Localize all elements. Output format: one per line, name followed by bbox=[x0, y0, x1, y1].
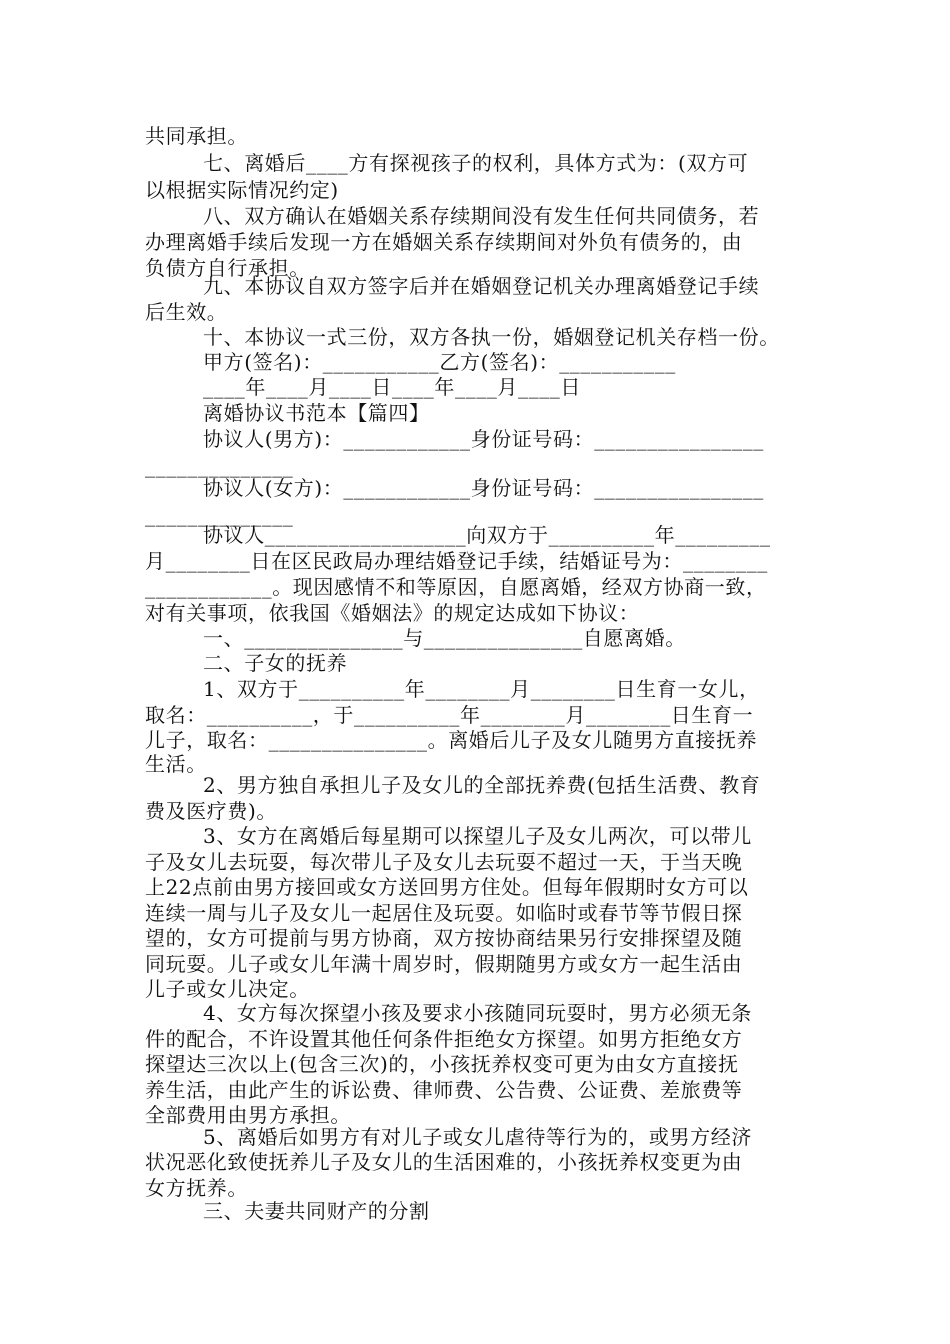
section-heading: 三、夫妻共同财产的分割 bbox=[203, 1199, 430, 1223]
text-line: 全部费用由男方承担。 bbox=[145, 1103, 351, 1127]
text-line: 望的，女方可提前与男方协商，双方按协商结果另行安排探望及随 bbox=[145, 926, 743, 950]
text-line: 十、本协议一式三份，双方各执一份，婚姻登记机关存档一份。 bbox=[203, 325, 780, 349]
text-line: 状况恶化致使抚养儿子及女儿的生活困难的，小孩抚养权变更为由 bbox=[145, 1150, 743, 1174]
text-line: 1、双方于__________年________月________日生育一女儿， bbox=[203, 677, 760, 701]
text-line: 九、本协议自双方签字后并在婚姻登记机关办理离婚登记手续 bbox=[203, 274, 760, 298]
text-line: 月________日在区民政局办理结婚登记手续，结婚证号为：________ bbox=[145, 549, 768, 573]
text-line: 共同承担。 bbox=[145, 124, 248, 148]
text-line: ____________。现因感情不和等原因，自愿离婚，经双方协商一致， bbox=[145, 575, 767, 599]
text-line: 协议人(女方)：____________身份证号码：________________ bbox=[203, 476, 764, 500]
text-line: 二、子女的抚养 bbox=[203, 651, 348, 675]
text-line: 儿子或女儿决定。 bbox=[145, 977, 310, 1001]
text-line: 上22点前由男方接回或女方送回男方住处。但每年假期时女方可以 bbox=[145, 875, 749, 899]
text-line: 办理离婚手续后发现一方在婚姻关系存续期间对外负有债务的，由 bbox=[145, 230, 743, 254]
text-line: 女方抚养。 bbox=[145, 1176, 248, 1200]
text-line: 一、_______________与_______________自愿离婚。 bbox=[203, 626, 686, 650]
text-line: 取名：__________，于__________年________月________日生育一 bbox=[145, 703, 754, 727]
text-line: 件的配合，不许设置其他任何条件拒绝女方探望。如男方拒绝女方 bbox=[145, 1027, 743, 1051]
text-line: 4、女方每次探望小孩及要求小孩随同玩耍时，男方必须无条 bbox=[203, 1001, 752, 1025]
text-line: ______________ bbox=[145, 503, 294, 527]
text-line: 连续一周与儿子及女儿一起居住及玩耍。如临时或春节等节假日探 bbox=[145, 901, 743, 925]
text-line: 协议人(男方)：____________身份证号码：________________ bbox=[203, 427, 764, 451]
text-line: 甲方(签名)：___________乙方(签名)：___________ bbox=[203, 350, 676, 374]
text-line: 探望达三次以上(包含三次)的，小孩抚养权变可更为由女方直接抚 bbox=[145, 1052, 739, 1076]
text-line: 养生活，由此产生的诉讼费、律师费、公告费、公证费、差旅费等 bbox=[145, 1078, 743, 1102]
text-line: 负债方自行承担。 bbox=[145, 256, 310, 280]
text-line: 5、离婚后如男方有对儿子或女儿虐待等行为的，或男方经济 bbox=[203, 1125, 752, 1149]
text-line: 儿子，取名：_______________。离婚后儿子及女儿随男方直接抚养 bbox=[145, 728, 758, 752]
text-line: 3、女方在离婚后每星期可以探望儿子及女儿两次，可以带儿 bbox=[203, 824, 752, 848]
text-line: 子及女儿去玩耍，每次带儿子及女儿去玩耍不超过一天，于当天晚 bbox=[145, 850, 743, 874]
text-line: 以根据实际情况约定) bbox=[145, 178, 339, 202]
text-line: 协议人___________________向双方于__________年_________ bbox=[203, 523, 771, 547]
text-line: 生活。 bbox=[145, 752, 207, 776]
text-line: ______________ bbox=[145, 454, 294, 478]
text-line: 费及医疗费)。 bbox=[145, 799, 278, 823]
text-line: 2、男方独自承担儿子及女儿的全部抚养费(包括生活费、教育 bbox=[203, 773, 761, 797]
text-line: 后生效。 bbox=[145, 300, 228, 324]
text-line: 八、双方确认在婚姻关系存续期间没有发生任何共同债务，若 bbox=[203, 204, 760, 228]
text-line: ____年____月____日____年____月____日 bbox=[203, 375, 581, 399]
text-line: 七、离婚后____方有探视孩子的权利，具体方式为：(双方可 bbox=[203, 151, 749, 175]
text-line: 对有关事项，依我国《婚姻法》的规定达成如下协议： bbox=[145, 601, 640, 625]
text-line: 同玩耍。儿子或女儿年满十周岁时，假期随男方或女方一起生活由 bbox=[145, 952, 743, 976]
section-heading: 离婚协议书范本【篇四】 bbox=[203, 401, 430, 425]
